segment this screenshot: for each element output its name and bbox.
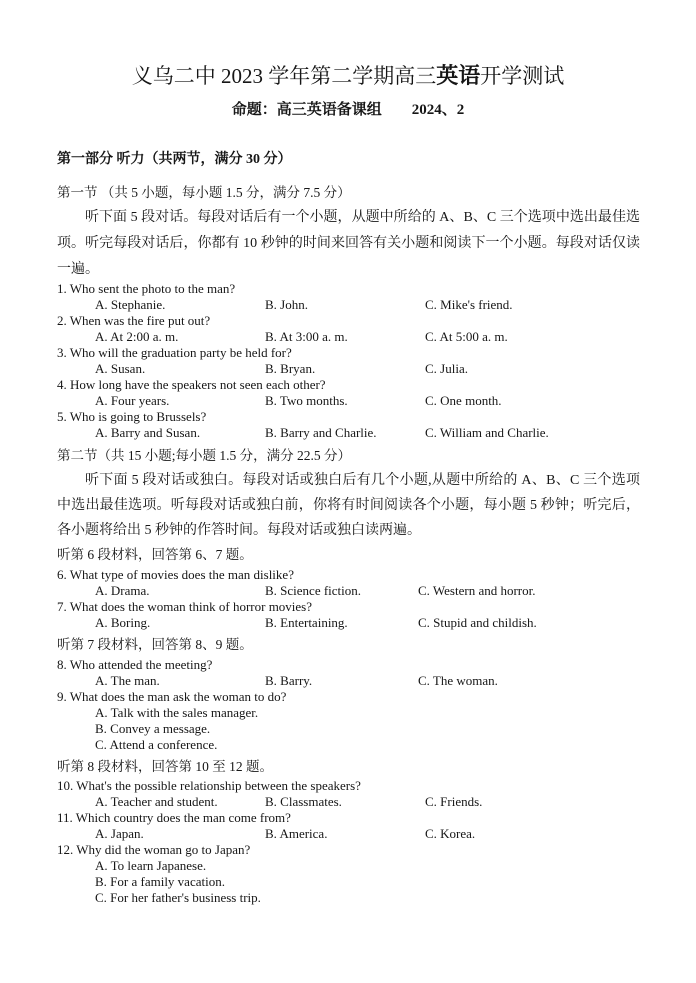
q11-option-b: B. America.: [265, 826, 328, 841]
q2-option-b: B. At 3:00 a. m.: [265, 329, 348, 344]
q8-option-c: C. The woman.: [418, 673, 498, 688]
material-8-prompt: 听第 8 段材料，回答第 10 至 12 题。: [57, 759, 273, 774]
q9-option-a: A. Talk with the sales manager.: [95, 705, 259, 720]
question-2: 2. When was the fire put out?: [57, 313, 211, 328]
question-3-options: [57, 361, 640, 377]
question-9: 9. What does the man ask the woman to do?: [57, 689, 287, 704]
q1-option-a: A. Stephanie.: [95, 297, 166, 312]
q11-option-a: A. Japan.: [95, 826, 144, 841]
question-11-options: [57, 826, 640, 842]
exam-content: [57, 150, 640, 906]
question-1: 1. Who sent the photo to the man?: [57, 281, 236, 296]
q10-option-c: C. Friends.: [425, 794, 483, 809]
part1-heading: 第一部分 听力（共两节，满分 30 分）: [57, 152, 292, 167]
question-7: 7. What does the woman think of horror movies?: [57, 599, 313, 614]
q6-option-c: C. Western and horror.: [418, 583, 536, 598]
title-prefix: 义乌二中 2023 学年第二学期高三: [131, 64, 437, 88]
q4-option-c: C. One month.: [425, 393, 502, 408]
material-7-prompt: 听第 7 段材料，回答第 8、9 题。: [57, 637, 253, 652]
q8-option-b: B. Barry.: [265, 673, 313, 688]
q5-option-a: A. Barry and Susan.: [95, 425, 201, 440]
question-3: 3. Who will the graduation party be held for?: [57, 345, 292, 360]
section1-questions: [57, 281, 640, 441]
material-7-questions: [57, 657, 640, 753]
question-6: 6. What type of movies does the man dislike?: [57, 567, 294, 582]
material-6-prompt: 听第 6 段材料，回答第 6、7 题。: [57, 547, 253, 562]
q3-option-b: B. Bryan.: [265, 361, 316, 376]
q10-option-b: B. Classmates.: [265, 794, 342, 809]
q2-option-c: C. At 5:00 a. m.: [425, 329, 508, 344]
q12-option-b: B. For a family vacation.: [95, 874, 225, 889]
material-6-group: [57, 545, 640, 631]
q11-option-c: C. Korea.: [425, 826, 476, 841]
q5-option-c: C. William and Charlie.: [425, 425, 549, 440]
q5-option-b: B. Barry and Charlie.: [265, 425, 377, 440]
q3-option-c: C. Julia.: [425, 361, 468, 376]
q2-option-a: A. At 2:00 a. m.: [95, 329, 179, 344]
question-5-options: [57, 425, 640, 441]
q12-option-c: C. For her father's business trip.: [95, 890, 261, 905]
section2-instructions: 听下面 5 段对话或独白。每段对话或独白后有几个小题,从题中所给的 A、B、C 三个选项中选出最佳选项。听每段对话或独白前，你将有时间阅读各个小题，每小题 5 秒钟；听完后，各小题将给出 5 秒钟的作答时间。每段对话或独白读两遍。: [57, 473, 640, 538]
q8-option-a: A. The man.: [95, 673, 160, 688]
question-12: 12. Why did the woman go to Japan?: [57, 842, 251, 857]
q7-option-b: B. Entertaining.: [265, 615, 348, 630]
question-10-options: [57, 794, 640, 810]
question-5: 5. Who is going to Brussels?: [57, 409, 207, 424]
q12-option-a: A. To learn Japanese.: [95, 858, 207, 873]
question-4: 4. How long have the speakers not seen each other?: [57, 377, 326, 392]
q7-option-a: A. Boring.: [95, 615, 151, 630]
question-2-options: [57, 329, 640, 345]
q1-option-b: B. John.: [265, 297, 308, 312]
material-6-questions: [57, 567, 640, 631]
question-1-options: [57, 297, 640, 313]
question-6-options: [57, 583, 640, 599]
question-4-options: [57, 393, 640, 409]
q10-option-a: A. Teacher and student.: [95, 794, 218, 809]
subtitle-date: 2024、2: [411, 102, 465, 118]
q7-option-c: C. Stupid and childish.: [418, 615, 537, 630]
title-subject: 英语: [436, 63, 481, 88]
material-8-group: [57, 757, 640, 906]
question-7-options: [57, 615, 640, 631]
q9-option-c: C. Attend a conference.: [95, 737, 218, 752]
q4-option-b: B. Two months.: [265, 393, 348, 408]
subtitle-author: 命题：高三英语备课组: [231, 102, 382, 118]
q4-option-a: A. Four years.: [95, 393, 170, 408]
exam-subtitle: [0, 99, 696, 121]
q3-option-a: A. Susan.: [95, 361, 146, 376]
exam-title: [0, 62, 696, 90]
section1-heading: 第一节 （共 5 小题，每小题 1.5 分，满分 7.5 分）: [57, 185, 351, 200]
q1-option-c: C. Mike's friend.: [425, 297, 513, 312]
question-8: 8. Who attended the meeting?: [57, 657, 213, 672]
material-8-questions: [57, 778, 640, 906]
question-10: 10. What's the possible relationship between the speakers?: [57, 778, 361, 793]
q9-option-b: B. Convey a message.: [95, 721, 211, 736]
section2-heading: 第二节（共 15 小题;每小题 1.5 分，满分 22.5 分）: [57, 448, 352, 463]
section1-instructions: 听下面 5 段对话。每段对话后有一个小题，从题中所给的 A、B、C 三个选项中选出最佳选项。听完每段对话后，你都有 10 秒钟的时间来回答有关小题和阅读下一个小题。每段对话仅读一遍。: [57, 210, 640, 277]
q6-option-a: A. Drama.: [95, 583, 150, 598]
q6-option-b: B. Science fiction.: [265, 583, 362, 598]
question-11: 11. Which country does the man come from?: [57, 810, 291, 825]
material-7-group: [57, 635, 640, 753]
title-suffix: 开学测试: [480, 64, 565, 88]
question-8-options: [57, 673, 640, 689]
